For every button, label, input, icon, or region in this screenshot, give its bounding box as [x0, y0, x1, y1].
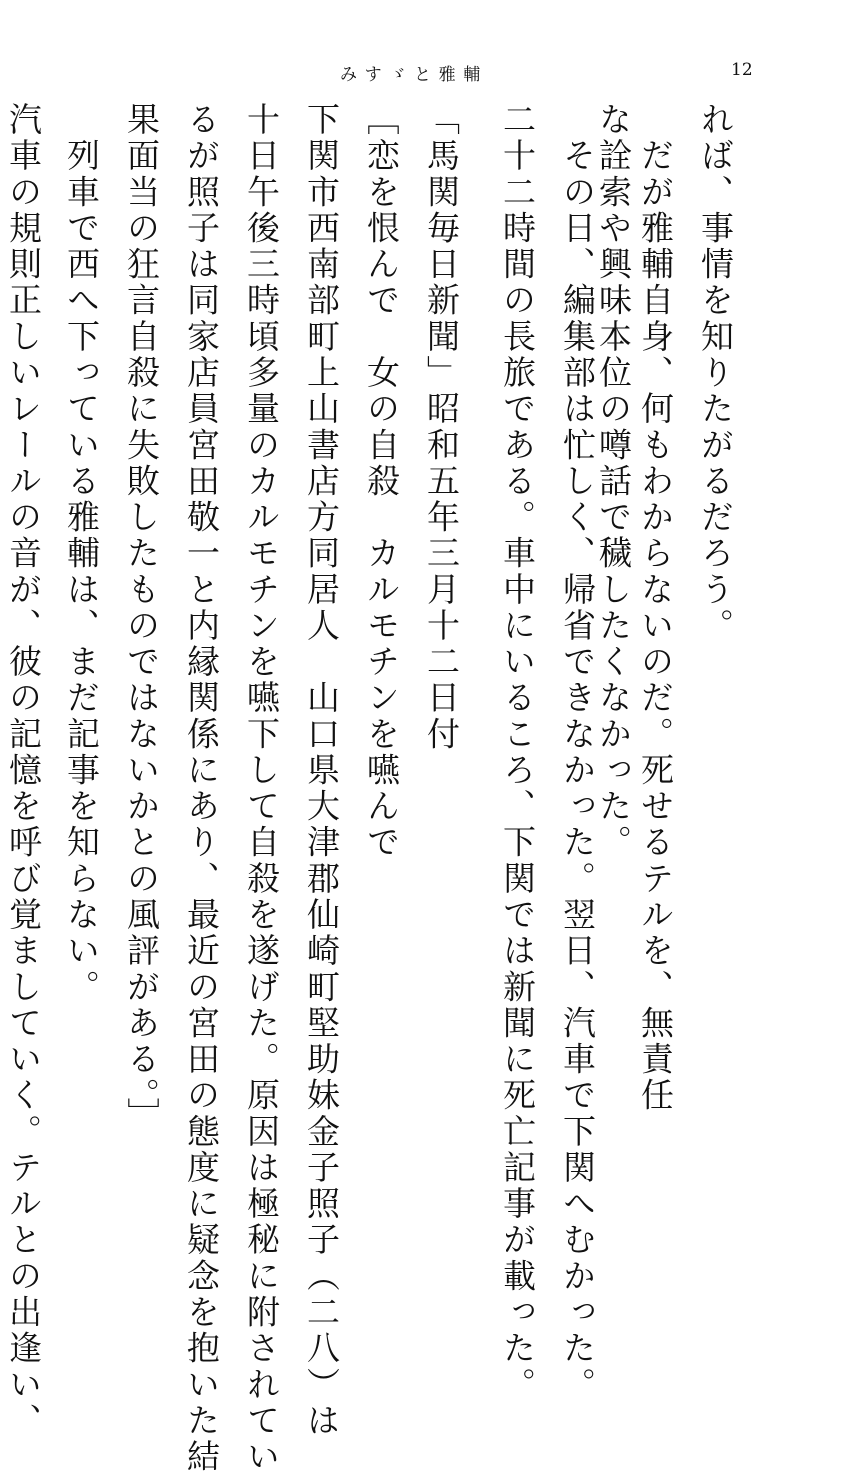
text-column: れば、事情を知りたがるだろう。	[696, 102, 735, 645]
text-column: 十日午後三時頃多量のカルモチンを嚥下して自殺を遂げた。原因は極秘に附されてい	[242, 102, 281, 1475]
text-column: 二十二時間の長旅である。車中にいるころ、下関では新聞に死亡記事が載った。	[498, 102, 537, 1403]
text-column: だが雅輔自身、何もわからないのだ。死せるテルを、無責任な詮索や興味本位の噂話で穢したくなかった。	[594, 102, 675, 1114]
text-column: その日、編集部は忙しく、帰省できなかった。翌日、汽車で下関へむかった。	[558, 102, 597, 1403]
text-column: ［恋を恨んで 女の自殺 カルモチンを嚥んで	[362, 102, 401, 861]
text-column: 果面当の狂言自殺に失敗したものではないかとの風評がある。］	[122, 102, 161, 1134]
text-column: るが照子は同家店員宮田敬一と内縁関係にあり、最近の宮田の態度に疑念を抱いた結	[182, 102, 221, 1475]
page-number: 12	[731, 60, 753, 80]
text-column: 汽車の規則正しいレールの音が、彼の記憶を呼び覚ましていく。テルとの出逢い、	[4, 102, 43, 1439]
text-column: 下関市西南部町上山書店方同居人 山口県大津郡仙崎町堅助妹金子照子（二八）は	[302, 102, 341, 1439]
text-column: 「馬関毎日新聞」昭和五年三月十二日付	[422, 102, 461, 753]
text-column: 列車で西へ下っている雅輔は、まだ記事を知らない。	[62, 102, 101, 1006]
running-head	[0, 60, 841, 90]
running-head-title: みすゞと雅輔	[340, 65, 488, 85]
